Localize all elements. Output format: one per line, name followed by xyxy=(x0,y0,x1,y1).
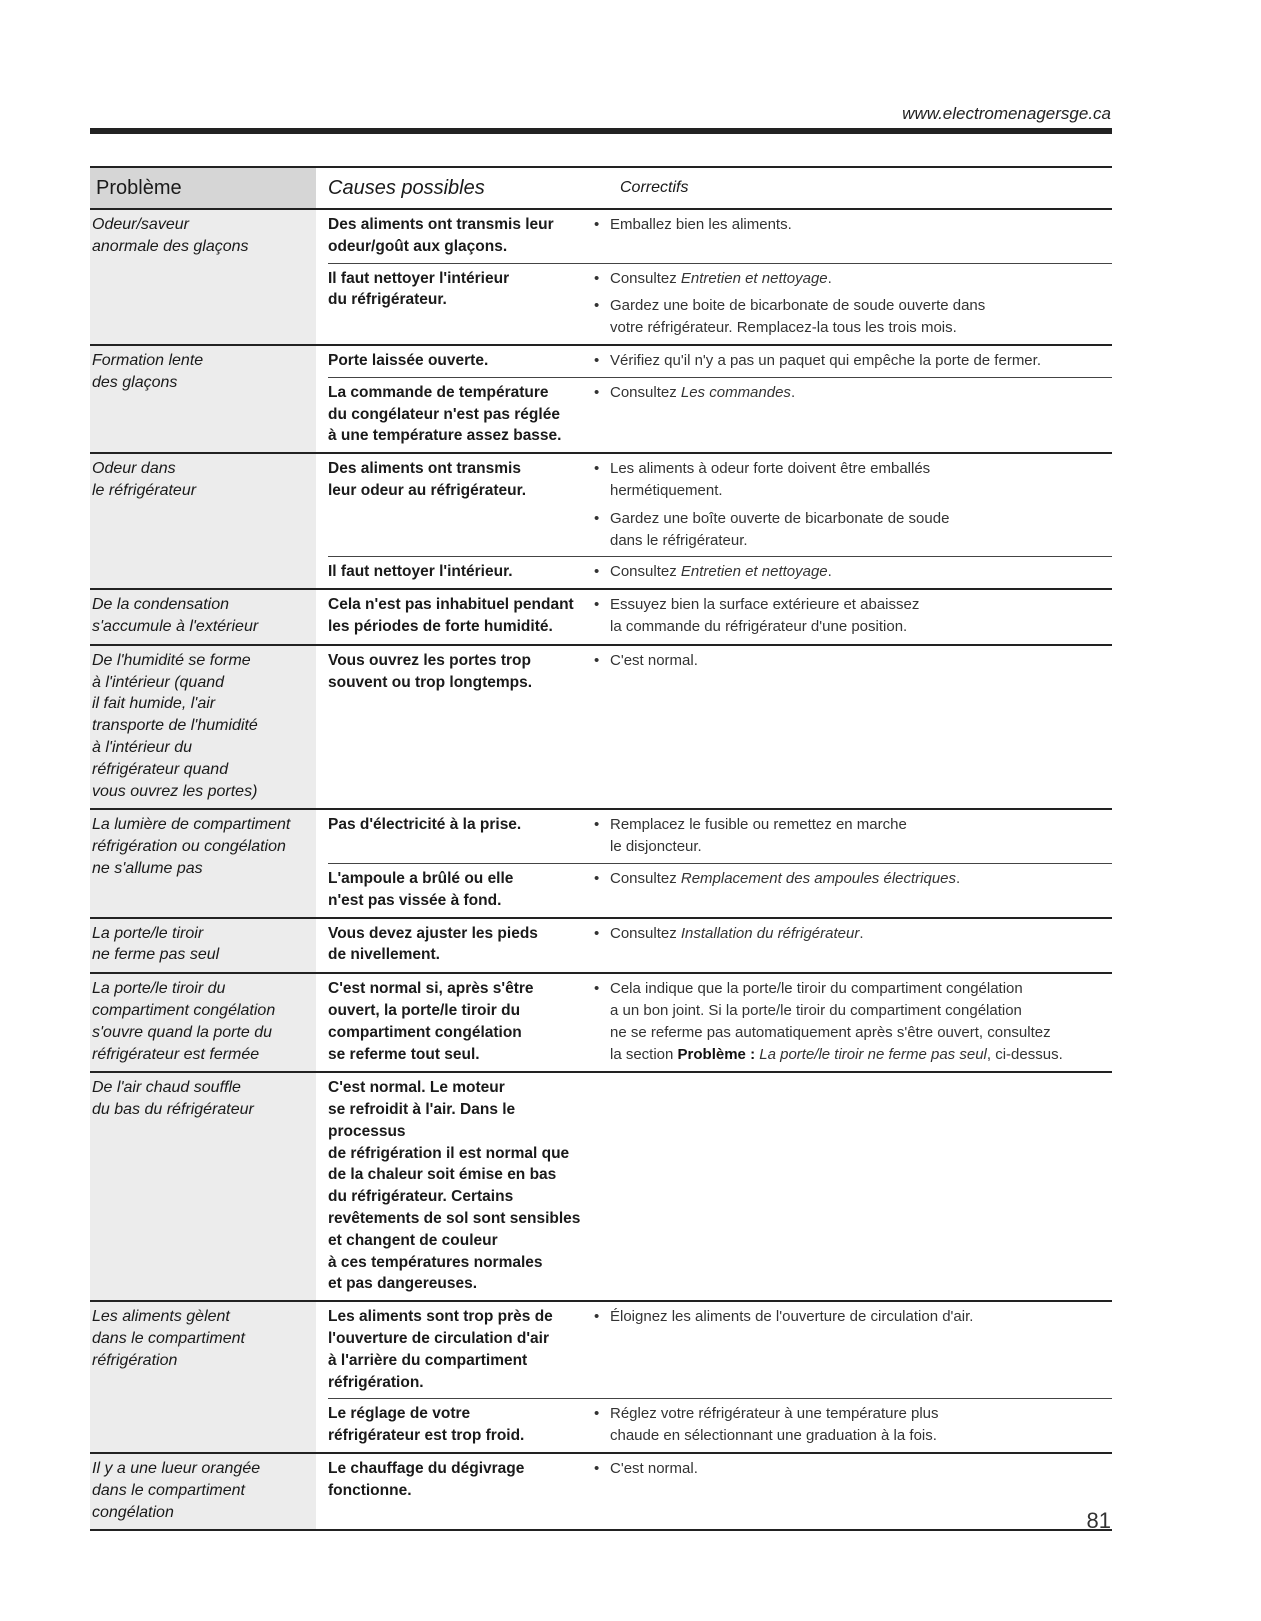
fixes-list xyxy=(588,268,1112,339)
cause-fix-pair xyxy=(328,556,1112,588)
fix-text: . xyxy=(827,269,832,287)
cause-fix-pair xyxy=(328,810,1112,863)
problem-label: Les aliments gèlent dans le compartiment réfrigération xyxy=(90,1302,316,1452)
fixes-list xyxy=(588,923,1112,967)
table-body xyxy=(90,210,1112,1531)
table-row xyxy=(90,346,1112,454)
fix-text: Problème : xyxy=(677,1045,756,1063)
fix-text: , ci-dessus. xyxy=(986,1045,1063,1063)
bullet-icon: • xyxy=(594,596,600,614)
bullet-icon: • xyxy=(594,460,600,478)
fix-item xyxy=(588,458,1112,502)
table-row xyxy=(90,1302,1112,1454)
fix-item xyxy=(588,594,1112,638)
fix-text: Consultez xyxy=(610,869,681,887)
fix-text: Consultez xyxy=(610,924,681,942)
fix-item xyxy=(588,268,1112,290)
cause-fix-group xyxy=(316,454,1112,588)
fix-item xyxy=(588,295,1112,339)
possible-cause: C'est normal si, après s'être ouvert, la porte/le tiroir du compartiment congélation se referme tout seul. xyxy=(328,980,534,1063)
fixes-list xyxy=(588,594,1112,638)
fix-text: Installation du réfrigérateur xyxy=(680,924,860,942)
possible-cause: L'ampoule a brûlé ou elle n'est pas vissée à fond. xyxy=(328,869,514,909)
fix-text: Entretien et nettoyage xyxy=(680,269,828,287)
cause-fix-group xyxy=(316,210,1112,344)
fix-text: Cela indique que la porte/le tiroir du compartiment congélation a un bon joint. Si la porte/le tiroir du compartiment congélation ne se referme pas automatiquement après s'être ouvert, consultez la section xyxy=(610,980,1051,1063)
column-header-causes: Causes possibles xyxy=(328,177,485,199)
page-number: 81 xyxy=(1086,1508,1111,1533)
possible-cause: Vous ouvrez les portes trop souvent ou trop longtemps. xyxy=(328,651,533,691)
fix-text: . xyxy=(956,869,961,887)
bullet-icon: • xyxy=(594,816,600,834)
bullet-icon: • xyxy=(594,980,600,998)
cause-fix-pair xyxy=(328,377,1112,452)
bullet-icon: • xyxy=(594,651,600,669)
bullet-icon: • xyxy=(594,1308,600,1326)
table-row xyxy=(90,590,1112,646)
table-row xyxy=(90,1454,1112,1531)
fixes-list xyxy=(588,350,1112,372)
possible-cause: Des aliments ont transmis leur odeur/goût aux glaçons. xyxy=(328,216,554,255)
possible-cause: Porte laissée ouverte. xyxy=(328,351,489,369)
possible-cause: Il faut nettoyer l'intérieur. xyxy=(328,563,513,581)
fix-item xyxy=(588,1306,1112,1328)
possible-cause: Le chauffage du dégivrage fonctionne. xyxy=(328,1460,525,1499)
possible-cause: Le réglage de votre réfrigérateur est trop froid. xyxy=(328,1405,525,1445)
bullet-icon: • xyxy=(594,869,600,887)
cause-fix-pair xyxy=(328,646,1112,699)
cause-fix-pair xyxy=(328,863,1112,917)
fix-item xyxy=(588,1403,1112,1447)
possible-cause: Pas d'électricité à la prise. xyxy=(328,816,522,834)
cause-fix-group xyxy=(316,1073,1112,1300)
cause-fix-pair xyxy=(328,1302,1112,1398)
table-row xyxy=(90,454,1112,590)
bullet-icon: • xyxy=(594,297,600,315)
problem-label: De l'humidité se forme à l'intérieur (quand il fait humide, l'air transporte de l'humidité à l'intérieur du réfrigérateur quand vous ouvrez les portes) xyxy=(90,646,316,809)
fix-text: Emballez bien les aliments. xyxy=(610,216,792,233)
fixes-list xyxy=(588,1403,1112,1447)
possible-cause: C'est normal. Le moteur se refroidit à l'air. Dans le processus de réfrigération il est normal que de la chaleur soit émise en bas du réfrigérateur. Certains revêtements de sol sont sensibles et changent de couleur à ces températures normales et pas dangereuses. xyxy=(328,1079,581,1293)
fix-item xyxy=(588,350,1112,372)
cause-fix-pair xyxy=(328,974,1112,1070)
problem-label: Odeur dans le réfrigérateur xyxy=(90,454,316,588)
fix-text: Consultez xyxy=(610,383,681,401)
problem-label: La porte/le tiroir du compartiment congélation s'ouvre quand la porte du réfrigérateur est fermée xyxy=(90,974,316,1071)
fix-text: Gardez une boite de bicarbonate de soude ouverte dans votre réfrigérateur. Remplacez-la tous les trois mois. xyxy=(610,297,986,337)
bullet-icon: • xyxy=(594,383,600,401)
fixes-list xyxy=(588,561,1112,583)
bullet-icon: • xyxy=(594,509,600,527)
bullet-icon: • xyxy=(594,216,600,233)
problem-label: La porte/le tiroir ne ferme pas seul xyxy=(90,919,316,973)
cause-fix-pair xyxy=(328,590,1112,643)
fix-text: Réglez votre réfrigérateur à une température plus chaude en sélectionnant une graduation à la fois. xyxy=(610,1405,939,1445)
problem-label: De l'air chaud souffle du bas du réfrigérateur xyxy=(90,1073,316,1300)
fix-text: Éloignez les aliments de l'ouverture de circulation d'air. xyxy=(610,1308,974,1326)
fix-item xyxy=(588,214,1112,236)
fix-text: C'est normal. xyxy=(610,651,698,669)
cause-fix-group xyxy=(316,590,1112,644)
fixes-list xyxy=(588,868,1112,912)
fix-item xyxy=(588,814,1112,858)
cause-fix-group xyxy=(316,346,1112,452)
cause-fix-group xyxy=(316,919,1112,973)
table-row xyxy=(90,974,1112,1073)
fix-text: Vérifiez qu'il n'y a pas un paquet qui empêche la porte de fermer. xyxy=(610,351,1041,369)
bullet-icon: • xyxy=(594,924,600,942)
fix-item xyxy=(588,561,1112,583)
header-rule xyxy=(90,128,1112,134)
troubleshooting-table xyxy=(90,166,1112,1531)
fix-item xyxy=(588,923,1112,945)
fixes-list xyxy=(588,214,1112,258)
fix-text: Entretien et nettoyage xyxy=(680,563,828,581)
fix-text: Les aliments à odeur forte doivent être emballés hermétiquement. xyxy=(610,460,931,499)
fix-text: . xyxy=(859,924,864,942)
cause-fix-pair xyxy=(328,263,1112,344)
fix-text: Consultez xyxy=(610,563,681,581)
fix-text: . xyxy=(790,383,796,401)
possible-cause: Cela n'est pas inhabituel pendant les périodes de forte humidité. xyxy=(328,596,574,635)
bullet-icon: • xyxy=(594,351,600,369)
fix-item xyxy=(588,1458,1112,1480)
fixes-list xyxy=(588,978,1112,1065)
fix-text: . xyxy=(827,563,832,581)
possible-cause: La commande de température du congélateur n'est pas réglée à une température assez basse. xyxy=(328,383,562,445)
possible-cause: Il faut nettoyer l'intérieur du réfrigérateur. xyxy=(328,269,510,309)
cause-fix-pair xyxy=(328,1398,1112,1452)
table-header xyxy=(90,166,1112,210)
bullet-icon: • xyxy=(594,269,600,287)
possible-cause: Les aliments sont trop près de l'ouverture de circulation d'air à l'arrière du compartiment réfrigération. xyxy=(328,1308,553,1391)
fix-text: La porte/le tiroir ne ferme pas seul xyxy=(759,1045,987,1063)
fix-item xyxy=(588,868,1112,890)
fix-text: Essuyez bien la surface extérieure et abaissez la commande du réfrigérateur d'une position. xyxy=(610,596,920,635)
website-url: www.electromenagersge.ca xyxy=(902,104,1111,123)
fix-text: Remplacez le fusible ou remettez en marche le disjoncteur. xyxy=(610,816,907,856)
cause-fix-pair xyxy=(328,1454,1112,1507)
cause-fix-group xyxy=(316,810,1112,916)
fixes-list xyxy=(588,458,1112,551)
fix-text: Gardez une boîte ouverte de bicarbonate de soude dans le réfrigérateur. xyxy=(610,509,950,549)
fixes-list xyxy=(588,1306,1112,1393)
fixes-list xyxy=(588,650,1112,694)
cause-fix-pair xyxy=(328,346,1112,377)
problem-label: Formation lente des glaçons xyxy=(90,346,316,452)
possible-cause: Vous devez ajuster les pieds de nivellement. xyxy=(328,924,538,964)
cause-fix-group xyxy=(316,1454,1112,1529)
table-row xyxy=(90,810,1112,918)
cause-fix-pair xyxy=(328,210,1112,263)
table-row xyxy=(90,919,1112,975)
fix-item xyxy=(588,978,1112,1065)
bullet-icon: • xyxy=(594,1460,600,1478)
cause-fix-pair xyxy=(328,919,1112,972)
fix-item xyxy=(588,508,1112,552)
problem-label: De la condensation s'accumule à l'extérieur xyxy=(90,590,316,644)
possible-cause: Des aliments ont transmis leur odeur au réfrigérateur. xyxy=(328,460,527,499)
fixes-list xyxy=(588,1458,1112,1502)
table-row xyxy=(90,1073,1112,1302)
cause-fix-group xyxy=(316,1302,1112,1452)
problem-label: La lumière de compartiment réfrigération ou congélation ne s'allume pas xyxy=(90,810,316,916)
column-header-fixes: Correctifs xyxy=(620,179,689,196)
fixes-list xyxy=(588,382,1112,447)
fix-text: Remplacement des ampoules électriques xyxy=(680,869,957,887)
problem-label: Il y a une lueur orangée dans le compartiment congélation xyxy=(90,1454,316,1529)
column-header-problem: Problème xyxy=(90,168,316,208)
fix-item xyxy=(588,382,1112,404)
fix-text: Consultez xyxy=(610,269,681,287)
bullet-icon: • xyxy=(594,1405,600,1423)
problem-label: Odeur/saveur anormale des glaçons xyxy=(90,210,316,344)
fixes-list xyxy=(588,1077,1112,1295)
cause-fix-pair xyxy=(328,1073,1112,1300)
fix-text: Les commandes xyxy=(680,383,791,401)
bullet-icon: • xyxy=(594,563,600,581)
fix-text: C'est normal. xyxy=(610,1460,698,1478)
cause-fix-group xyxy=(316,646,1112,809)
table-row xyxy=(90,210,1112,346)
cause-fix-pair xyxy=(328,454,1112,556)
fixes-list xyxy=(588,814,1112,858)
cause-fix-group xyxy=(316,974,1112,1071)
table-row xyxy=(90,646,1112,811)
fix-item xyxy=(588,650,1112,672)
